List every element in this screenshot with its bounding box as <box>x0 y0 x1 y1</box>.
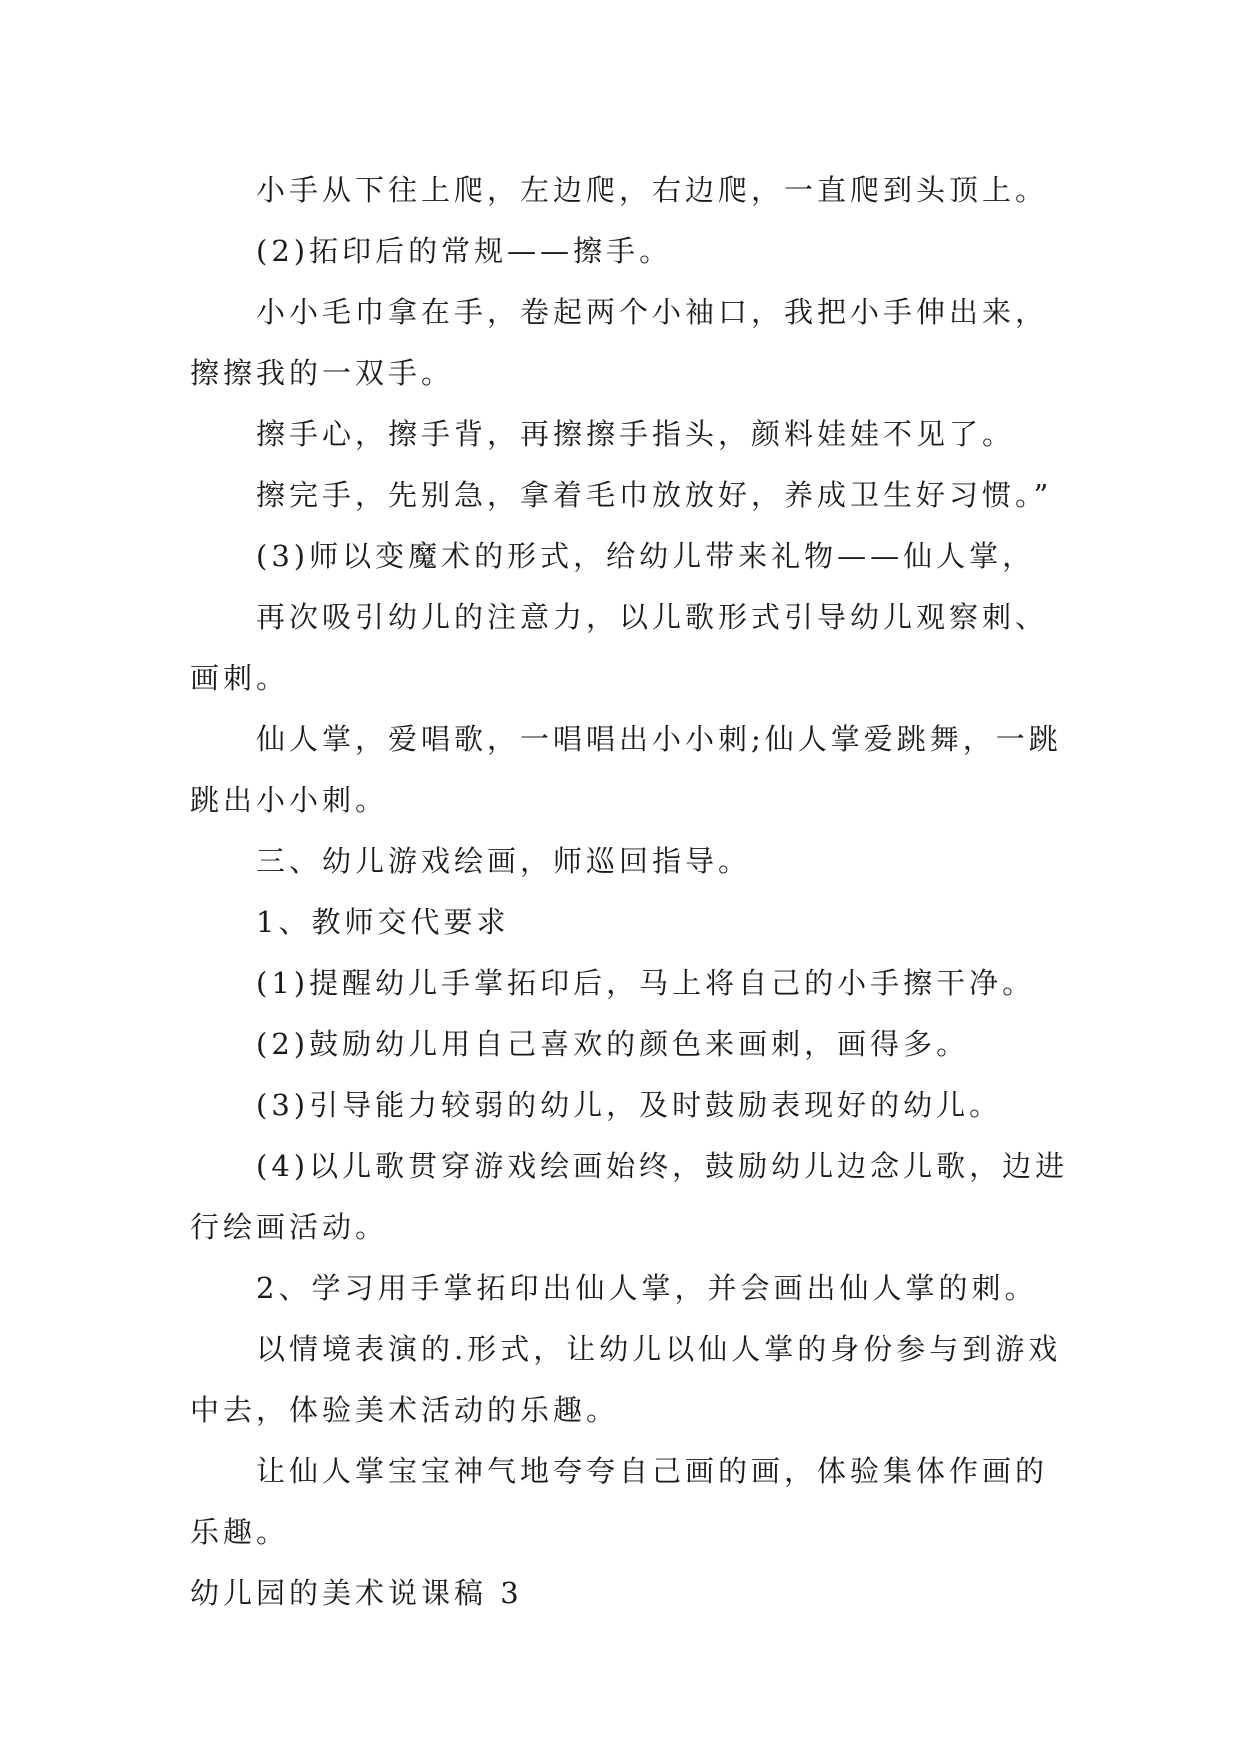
paragraph: 擦手心，擦手背，再擦擦手指头，颜料娃娃不见了。 <box>256 417 1016 451</box>
paragraph: 1、教师交代要求 <box>256 905 510 939</box>
paragraph: 再次吸引幼儿的注意力，以儿歌形式引导幼儿观察刺、画刺。 <box>190 600 1049 695</box>
paragraph: 以情境表演的.形式，让幼儿以仙人掌的身份参与到游戏中去，体验美术活动的乐趣。 <box>190 1332 1062 1427</box>
paragraph: (4)以儿歌贯穿游戏绘画始终，鼓励幼儿边念儿歌，边进行绘画活动。 <box>190 1149 1069 1244</box>
paragraph: (3)引导能力较弱的幼儿，及时鼓励表现好的幼儿。 <box>256 1088 1003 1122</box>
paragraph: 小手从下往上爬，左边爬，右边爬，一直爬到头顶上。 <box>256 173 1049 207</box>
paragraph: (2)鼓励幼儿用自己喜欢的颜色来画刺，画得多。 <box>256 1027 970 1061</box>
paragraph: 2、学习用手掌拓印出仙人掌，并会画出仙人掌的刺。 <box>256 1271 1038 1305</box>
paragraph: (3)师以变魔术的形式，给幼儿带来礼物——仙人掌， <box>256 539 1036 573</box>
document-body <box>190 160 1070 1624</box>
paragraph: 让仙人掌宝宝神气地夸夸自己画的画，体验集体作画的乐趣。 <box>190 1454 1049 1549</box>
paragraph: (1)提醒幼儿手掌拓印后，马上将自己的小手擦干净。 <box>256 966 1036 1000</box>
paragraph: 仙人掌，爱唱歌，一唱唱出小小刺;仙人掌爱跳舞，一跳跳出小小刺。 <box>190 722 1062 817</box>
paragraph: 擦完手，先别急，拿着毛巾放放好，养成卫生好习惯。” <box>256 478 1053 512</box>
paragraph: (2)拓印后的常规——擦手。 <box>256 234 673 268</box>
paragraph: 小小毛巾拿在手，卷起两个小袖口，我把小手伸出来，擦擦我的一双手。 <box>190 295 1049 390</box>
paragraph: 三、幼儿游戏绘画，师巡回指导。 <box>256 844 752 878</box>
section-title: 幼儿园的美术说课稿 3 <box>190 1576 523 1610</box>
